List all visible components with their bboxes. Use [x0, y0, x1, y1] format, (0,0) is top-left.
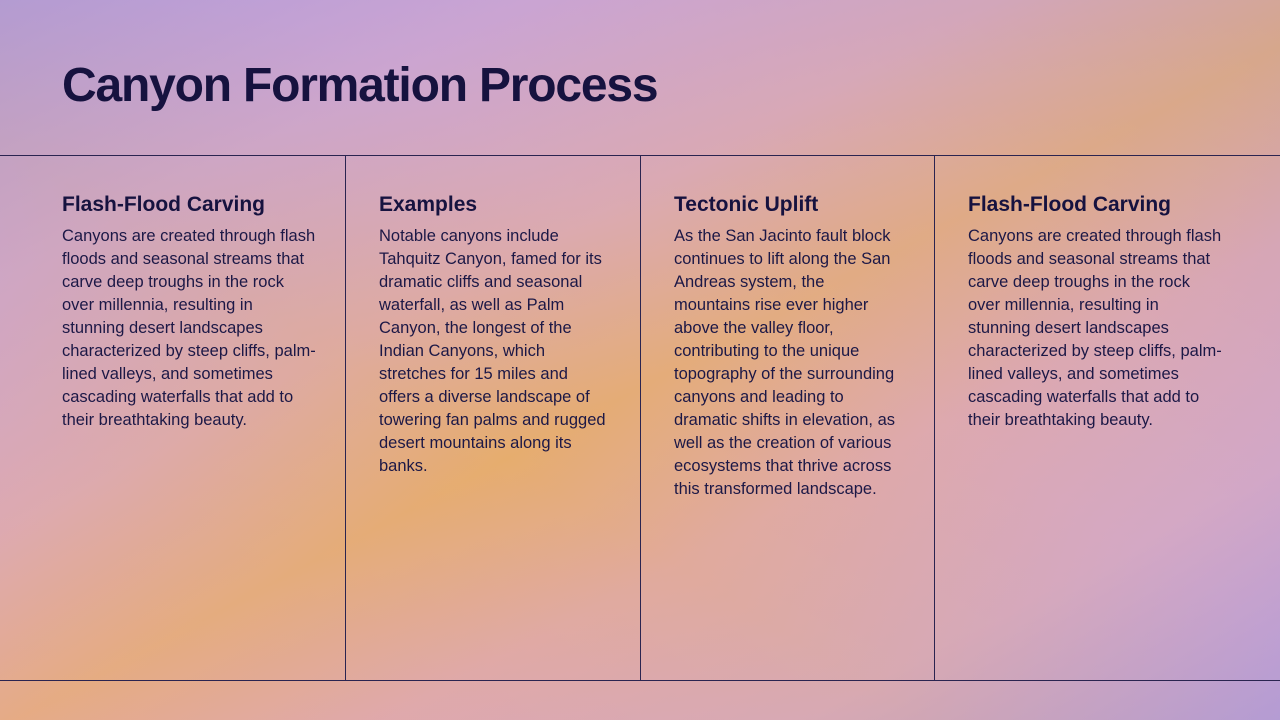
column-heading: Examples: [379, 193, 478, 216]
column-heading: Flash-Flood Carving: [968, 193, 1172, 216]
column-divider-2: [640, 155, 641, 681]
column-heading: Tectonic Uplift: [674, 193, 819, 216]
column-flash-flood-carving: [62, 191, 318, 432]
column-body: Canyons are created through flash floods and seasonal streams that carve deep troughs in the rock over millennia, resulting in stunning desert landscapes characterized by steep cliffs, palm-lined valleys, and sometimes cascading waterfalls that add to their breathtaking beauty.: [968, 227, 1222, 429]
column-divider-3: [934, 155, 935, 681]
column-tectonic-uplift: [674, 191, 904, 501]
column-divider-1: [345, 155, 346, 681]
column-body: Canyons are created through flash floods and seasonal streams that carve deep troughs in the rock over millennia, resulting in stunning desert landscapes characterized by steep cliffs, palm-lined valleys, and sometimes cascading waterfalls that add to their breathtaking beauty.: [62, 227, 316, 429]
column-heading: Flash-Flood Carving: [62, 193, 266, 216]
column-body: As the San Jacinto fault block continues to lift along the San Andreas system, the mountains rise ever higher above the valley floor, contributing to the unique topography of the surrounding canyons and leading to dramatic shifts in elevation, as well as the creation of various ecosystems that thrive across this transformed landscape.: [674, 227, 896, 498]
column-flash-flood-carving-2: [968, 191, 1224, 432]
column-examples: [379, 191, 611, 478]
column-body: Notable canyons include Tahquitz Canyon, famed for its dramatic cliffs and seasonal waterfall, as well as Palm Canyon, the longest of the Indian Canyons, which stretches for 15 miles and offers a diverse landscape of towering fan palms and rugged desert mountains along its banks.: [379, 227, 606, 475]
slide-title: Canyon Formation Process: [62, 59, 658, 112]
